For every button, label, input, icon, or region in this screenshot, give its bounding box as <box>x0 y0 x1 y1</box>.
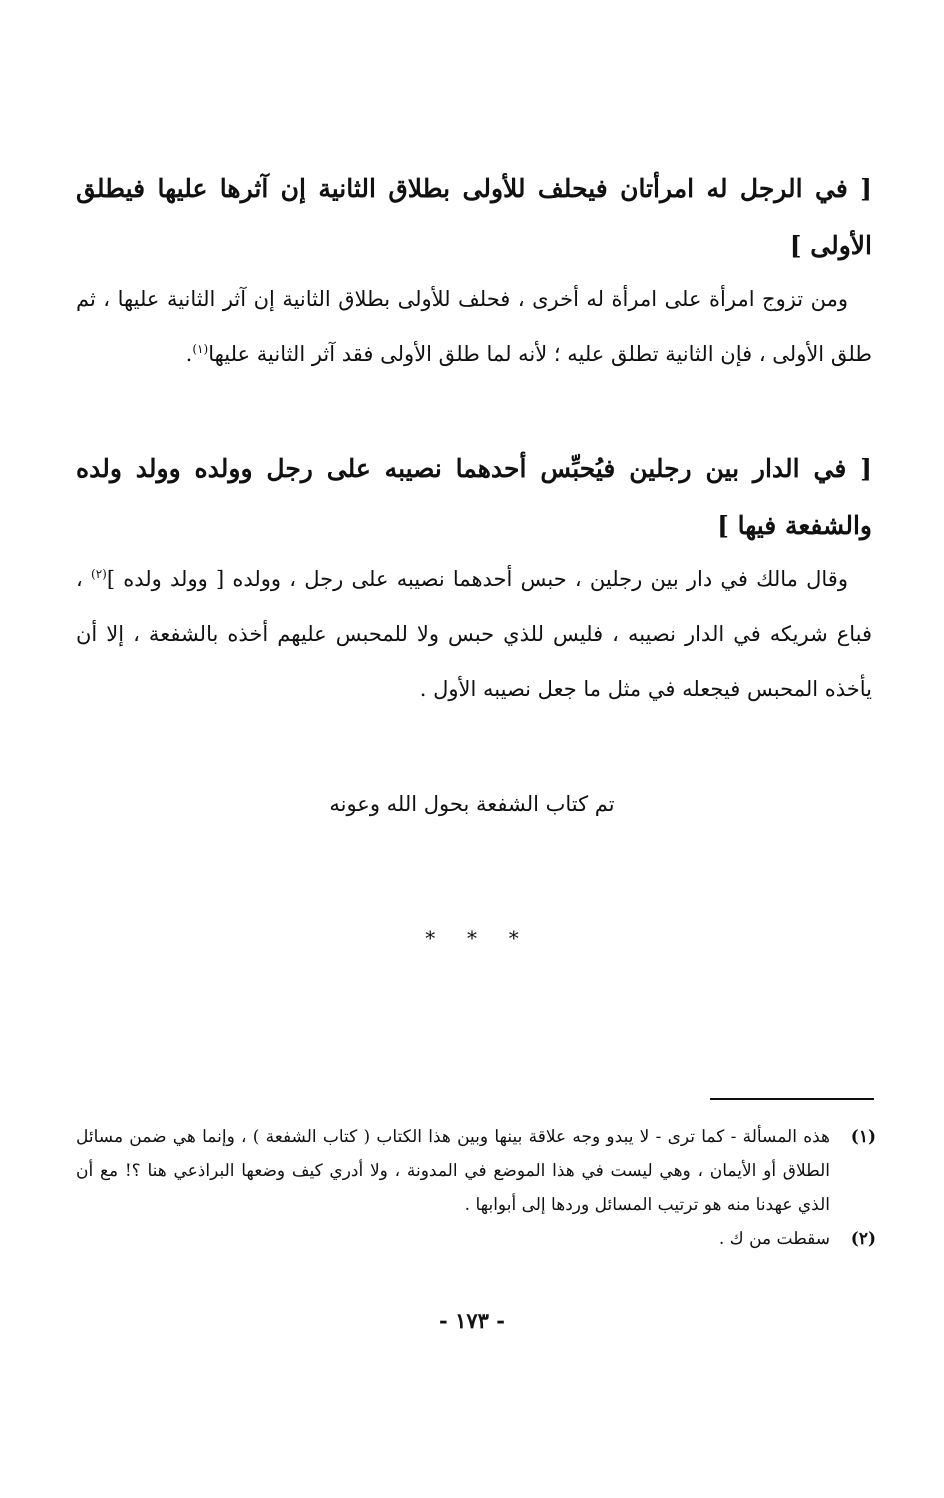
paragraph-text-b: ، فباع شريكه في الدار نصيبه ، فليس للذي حبس ولا للمحبس عليهم أخذه بالشفعة ، إلا أن يأخذه المحبس فيجعله في مثل ما جعل نصيبه الأول . <box>76 567 872 701</box>
footnote-separator <box>710 1098 874 1100</box>
ornament-asterisks: * * * <box>425 926 519 950</box>
section-paragraph-2 <box>76 552 872 717</box>
footnote-number: (٢) <box>850 1229 876 1249</box>
section-heading-2: [ في الدار بين رجلين فيُحبِّس أحدهما نصيبه على رجل وولده وولد ولده والشفعة فيها ] <box>76 454 872 540</box>
paragraph-end: . <box>185 342 193 366</box>
closing-line: تم كتاب الشفعة بحول الله وعونه <box>329 792 615 816</box>
page-number: - ١٧٣ - <box>439 1308 505 1333</box>
section-paragraph-1 <box>76 272 872 382</box>
footnote-ref-2: (٢) <box>91 567 107 581</box>
section-heading-1: [ في الرجل له امرأتان فيحلف للأولى بطلاق الثانية إن آثرها عليها فيطلق الأولى ] <box>76 174 872 260</box>
footnote-1 <box>76 1120 876 1222</box>
footnote-text: هذه المسألة - كما ترى - لا يبدو وجه علاقة بينها وبين هذا الكتاب ( كتاب الشفعة ) ، وإنما هي ضمن مسائل الطلاق أو الأيمان ، وهي ليست في هذا الموضع في المدونة ، ولا أدري كيف وضعها البراذعي هنا ؟! مع أن الذي عهدنا منه هو ترتيب المسائل وردها إلى أبوابها . <box>76 1127 830 1215</box>
paragraph-text: ومن تزوج امرأة على امرأة له أخرى ، فحلف للأولى بطلاق الثانية إن آثر الثانية عليها ، ثم طلق الأولى ، فإن الثانية تطلق عليه ؛ لأنه لما طلق الأولى فقد آثر الثانية عليها <box>76 287 872 366</box>
footnote-text: سقطت من ك . <box>718 1229 830 1249</box>
footnote-number: (١) <box>850 1127 876 1147</box>
footnote-ref-1: (١) <box>192 342 209 356</box>
paragraph-text-a: وقال مالك في دار بين رجلين ، حبس أحدهما نصيبه على رجل ، وولده [ وولد ولده ] <box>106 567 848 591</box>
footnotes <box>76 1120 876 1256</box>
footnote-2 <box>76 1222 876 1256</box>
